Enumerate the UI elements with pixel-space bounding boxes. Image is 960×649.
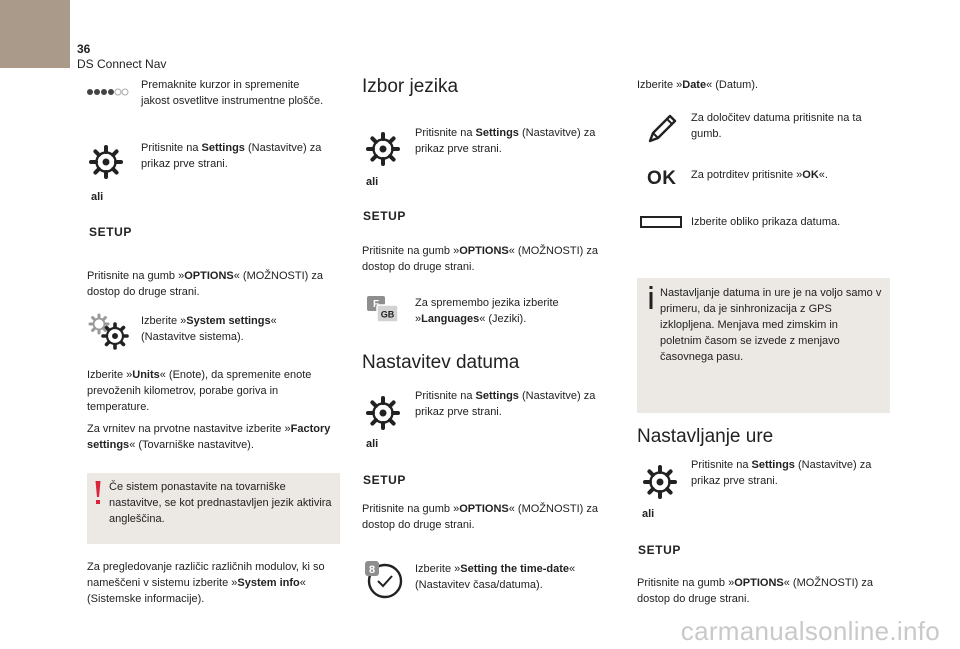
clock-icon (364, 560, 404, 600)
settings-text: Pritisnite na Settings (Nastavitve) za prikaz prve strani. (415, 127, 596, 155)
settings-text: Pritisnite na Settings (Nastavitve) za prikaz prve strani. (141, 142, 322, 170)
ok-button-label: OK (647, 168, 677, 189)
or-label: ali (366, 438, 379, 450)
brightness-text: Premaknite kurzor in spremenite jakost osvetlitve instrumentne plošče. (141, 79, 324, 107)
settings-text: Pritisnite na Settings (Nastavitve) za prikaz prve strani. (415, 390, 596, 418)
setup-button-label: SETUP (363, 209, 407, 223)
settings-text: Pritisnite na Settings (Nastavitve) za prikaz prve strani. (691, 459, 872, 487)
badge-number: 8 (368, 564, 376, 576)
page-tab (0, 0, 70, 68)
manual-title: DS Connect Nav (77, 57, 167, 71)
system-settings-gears-icon (87, 313, 131, 353)
flag-f-label: F (372, 299, 380, 310)
warning-exclamation-icon (92, 480, 104, 506)
system-info-text: Za pregledovanje različic različnih modulov, ki so nameščeni v sistemu izberite »System info« (Sistemske informacije). (87, 561, 325, 605)
units-text: Izberite »Units« (Enote), da spremenite enote prevoženih kilometrov, porabe goriva in temperature. (87, 369, 312, 413)
options-text: Pritisnite na gumb »OPTIONS« (MOŽNOSTI) za dostop do druge strani. (87, 270, 323, 298)
or-label: ali (642, 508, 655, 520)
options-text: Pritisnite na gumb »OPTIONS« (MOŽNOSTI) za dostop do druge strani. (362, 503, 598, 531)
time-section-heading: Nastavljanje ure (637, 426, 774, 447)
or-label: ali (366, 176, 379, 188)
date-format-bar-icon (640, 216, 682, 228)
setup-button-label: SETUP (363, 473, 407, 487)
date-section-heading: Nastavitev datuma (362, 352, 520, 373)
language-flag-icon (366, 295, 400, 325)
flag-gb-label: GB (380, 309, 395, 320)
warning-text: Če sistem ponastavite na tovarniške nastavitve, se kot prednastavljen jezik aktivira angleščina. (109, 481, 332, 525)
setup-button-label: SETUP (89, 225, 133, 239)
info-text: Nastavljanje datuma in ure je na voljo samo v primeru, da je sinhronizacija z GPS izklopljena. Menjava med zimskim in poletnim časom se izvede z menjavo časovnega pasu. (660, 287, 882, 363)
info-icon (646, 285, 656, 311)
date-format-text: Izberite obliko prikaza datuma. (691, 216, 841, 228)
setup-button-label: SETUP (638, 543, 682, 557)
or-label: ali (91, 191, 104, 203)
date-text: Izberite »Date« (Datum). (637, 79, 759, 91)
watermark: carmanualsonline.info (680, 616, 940, 646)
options-text: Pritisnite na gumb »OPTIONS« (MOŽNOSTI) za dostop do druge strani. (362, 245, 598, 273)
ok-text: Za potrditev pritisnite »OK«. (691, 169, 828, 181)
factory-settings-text: Za vrnitev na prvotne nastavitve izberite »Factory settings« (Tovarniške nastavitve). (87, 423, 331, 451)
settings-gear-icon (366, 132, 400, 166)
time-date-text: Izberite »Setting the time-date« (Nastavitev časa/datuma). (415, 563, 576, 591)
languages-text: Za spremembo jezika izberite »Languages« (Jeziki). (415, 297, 559, 325)
settings-gear-icon (89, 145, 123, 179)
language-section-heading: Izbor jezika (362, 76, 459, 97)
brightness-dots-icon (86, 86, 130, 98)
settings-gear-icon (643, 465, 677, 499)
pencil-text: Za določitev datuma pritisnite na ta gumb. (691, 112, 862, 140)
system-settings-text: Izberite »System settings« (Nastavitve sistema). (141, 315, 277, 343)
pencil-icon (645, 112, 679, 146)
options-text: Pritisnite na gumb »OPTIONS« (MOŽNOSTI) za dostop do druge strani. (637, 577, 873, 605)
page-number: 36 (77, 42, 91, 56)
settings-gear-icon (366, 396, 400, 430)
